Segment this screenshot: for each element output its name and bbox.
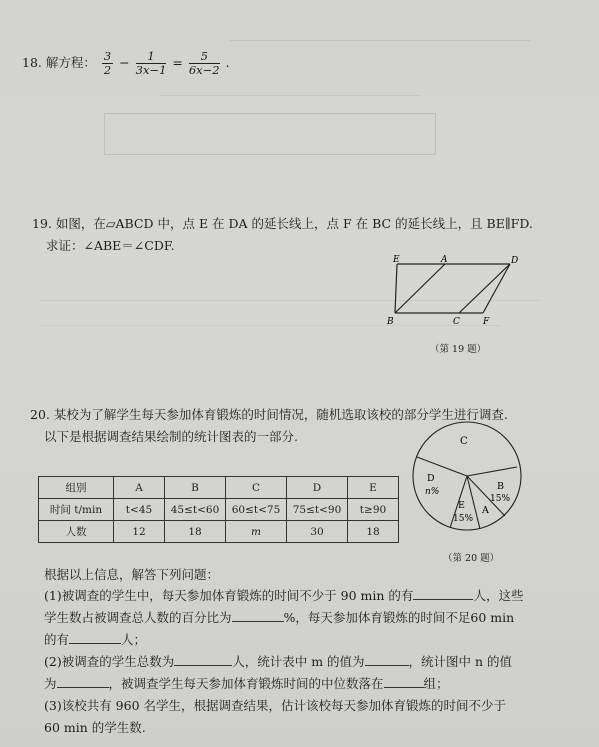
q18-fraction-2: $\frac{1}{3x-1}$ [135, 49, 167, 77]
bleed-through-line-2 [160, 95, 420, 96]
q20-intro: 根据以上信息，解答下列问题： [44, 567, 220, 582]
parallelogram-figure [385, 255, 535, 330]
table-cell: B [165, 477, 226, 499]
stat-table [38, 476, 399, 543]
q19-line-1: 19. 如图，在▱ABCD 中，点 E 在 DA 的延长线上，点 F 在 BC 的延长线上，且 BE∥FD. [32, 216, 533, 231]
table-cell: E [348, 477, 399, 499]
q20-text: 组； [423, 676, 449, 691]
q20-text: 人，这些 [473, 588, 524, 603]
q20-line-2: 以下是根据调查结果绘制的统计图表的一部分. [44, 429, 298, 444]
answer-blank[interactable] [232, 609, 284, 622]
q18-equals: = [172, 55, 183, 70]
table-cell: 人数 [39, 521, 114, 543]
answer-blank[interactable] [384, 675, 424, 688]
answer-blank[interactable] [69, 631, 121, 644]
label-A: A [441, 255, 448, 265]
label-F: F [483, 317, 490, 327]
answer-blank[interactable] [174, 653, 232, 666]
table-cell: m [226, 521, 287, 543]
pie-label-D-pct: n% [425, 487, 440, 497]
q20-text: 人； [121, 632, 147, 647]
table-cell: 60≤t<75 [226, 499, 287, 521]
q20-text: 学生数占被调查总人数的百分比为 [44, 610, 232, 625]
q18-period: . [225, 55, 230, 70]
q20-part-1-line-2 [44, 609, 514, 627]
label-D: D [511, 256, 519, 266]
q20-text: 为 [44, 676, 57, 691]
q20-part-3-line-2: 60 min 的学生数. [44, 720, 146, 735]
q20-text: %，每天参加体育锻炼的时间不足60 min [283, 610, 515, 625]
q20-text: (2)被调查的学生总数为 [44, 654, 175, 669]
q20-text: (1)被调查的学生中，每天参加体育锻炼的时间不少于 90 min 的有 [44, 588, 414, 603]
q20-line-1: 20. 某校为了解学生每天参加体育锻炼的时间情况，随机选取该校的部分学生进行调查. [30, 407, 508, 422]
q18-minus: − [119, 55, 130, 70]
pie-label-B: B [497, 481, 504, 492]
q20-part-2-line-2 [44, 675, 449, 693]
q20-part-1-line-1 [44, 587, 523, 605]
q20-text: ，统计图中 n 的值 [408, 654, 513, 669]
q20-part-1-line-3 [44, 631, 146, 649]
table-cell: 时间 t/min [39, 499, 114, 521]
q18-fraction-1: $\frac{3}{2}$ [103, 49, 112, 77]
q20-text: ，被调查学生每天参加体育锻炼时间的中位数落在 [108, 676, 384, 691]
answer-blank[interactable] [413, 587, 473, 600]
pie-label-C: C [460, 436, 468, 447]
table-cell: D [287, 477, 348, 499]
table-row [39, 499, 399, 521]
table-cell: 12 [114, 521, 165, 543]
table-cell: C [226, 477, 287, 499]
table-cell: t≥90 [348, 499, 399, 521]
answer-blank[interactable] [57, 675, 109, 688]
pie-label-A: A [482, 505, 489, 516]
table-cell: 18 [348, 521, 399, 543]
q20-part-3-line-1: (3)该校共有 960 名学生，根据调查结果，估计该校每天参加体育锻炼的时间不少于 [44, 698, 507, 713]
q18-fraction-3: $\frac{5}{6x-2}$ [188, 49, 220, 77]
table-cell: t<45 [114, 499, 165, 521]
label-B: B [387, 317, 394, 327]
q20-text: 人，统计表中 m 的值为 [232, 654, 365, 669]
pie-label-B-pct: 15% [490, 494, 511, 504]
q20-text: 的有 [44, 632, 70, 647]
label-C: C [453, 317, 460, 327]
answer-blank[interactable] [365, 653, 409, 666]
bleed-through-line-1 [230, 40, 530, 41]
question-18 [22, 50, 230, 77]
table-cell: 组别 [39, 477, 114, 499]
q19-line-2: 求证：∠ABE＝∠CDF. [46, 238, 175, 253]
table-cell: 75≤t<90 [287, 499, 348, 521]
bleed-through-box [104, 113, 436, 155]
figure-19-caption: （第 19 题） [430, 344, 487, 355]
pie-label-D: D [427, 473, 435, 484]
table-cell: 18 [165, 521, 226, 543]
label-E: E [393, 255, 400, 265]
figure-20-caption: （第 20 题） [443, 553, 500, 564]
table-cell: A [114, 477, 165, 499]
table-row [39, 477, 399, 499]
table-cell: 45≤t<60 [165, 499, 226, 521]
pie-chart [410, 410, 525, 540]
table-row [39, 521, 399, 543]
q20-part-2-line-1 [44, 653, 512, 671]
q18-number: 18. 解方程： [22, 55, 96, 70]
table-cell: 30 [287, 521, 348, 543]
pie-label-E: E [458, 500, 465, 511]
pie-label-E-pct: 15% [453, 514, 474, 524]
